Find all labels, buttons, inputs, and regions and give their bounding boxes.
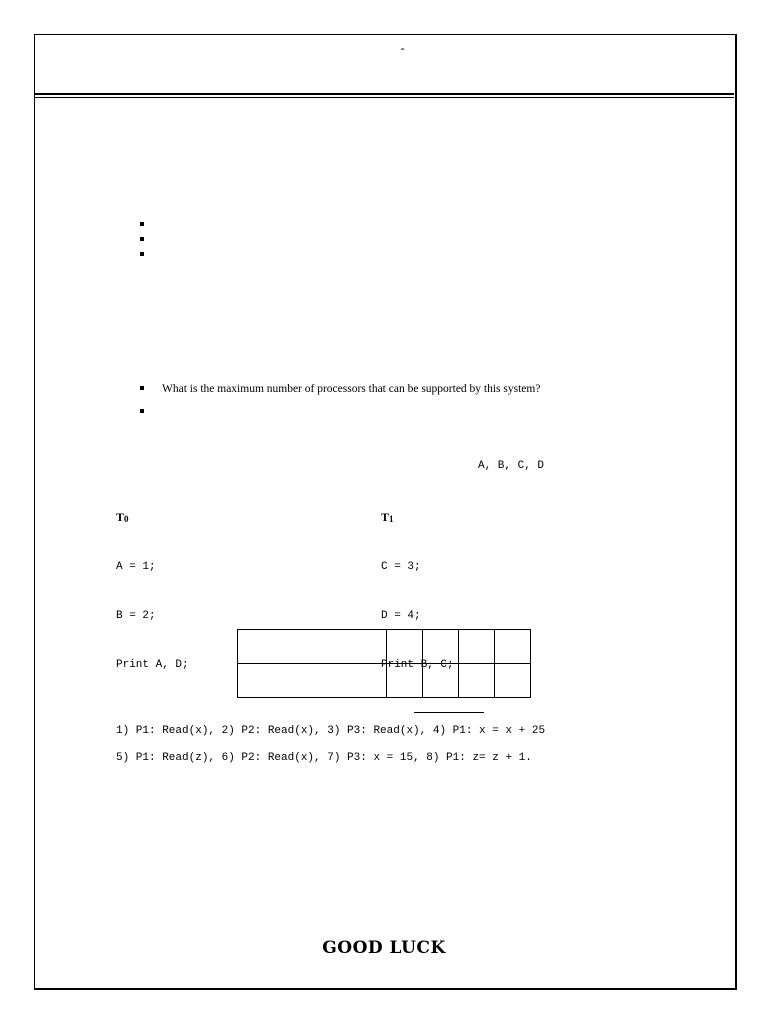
variable-list: A, B, C, D	[478, 460, 545, 472]
answer-table	[237, 629, 531, 698]
header-rule	[35, 93, 734, 95]
bullet-marker	[140, 252, 144, 256]
table-row	[238, 630, 531, 664]
table-cell	[495, 630, 531, 664]
table-cell	[387, 630, 423, 664]
short-rule	[414, 712, 484, 713]
thread-t0	[116, 474, 189, 690]
table-cell	[238, 664, 387, 698]
table-cell	[423, 630, 459, 664]
bullet-marker	[140, 409, 144, 413]
code-line: Print A, D;	[116, 659, 189, 671]
header-mark: -	[399, 42, 407, 56]
closing-text: GOOD LUCK	[322, 938, 446, 958]
table-cell	[495, 664, 531, 698]
code-line: D = 4;	[381, 610, 421, 622]
question-text: What is the maximum number of processors that can be supported by this system?	[162, 383, 541, 395]
table-cell	[459, 664, 495, 698]
thread-t0-title: $T_0$	[116, 510, 129, 524]
table-cell	[238, 630, 387, 664]
bullet-marker	[140, 222, 144, 226]
sequence-line: 5) P1: Read(z), 6) P2: Read(x), 7) P3: x = 15, 8) P1: z= z + 1.	[116, 752, 532, 764]
table-row	[238, 664, 531, 698]
sequence-line: 1) P1: Read(x), 2) P2: Read(x), 3) P3: Read(x), 4) P1: x = x + 25	[116, 725, 546, 737]
bullet-marker	[140, 386, 144, 390]
table-cell	[459, 630, 495, 664]
code-line: C = 3;	[381, 561, 421, 573]
table-cell	[387, 664, 423, 698]
table-cell	[423, 664, 459, 698]
header-rule-thin	[35, 97, 734, 98]
bullet-marker	[140, 237, 144, 241]
code-line: B = 2;	[116, 610, 156, 622]
code-line: Print B, C;	[381, 659, 454, 671]
thread-t1-title: $T_1$	[381, 510, 394, 524]
code-line: A = 1;	[116, 561, 156, 573]
